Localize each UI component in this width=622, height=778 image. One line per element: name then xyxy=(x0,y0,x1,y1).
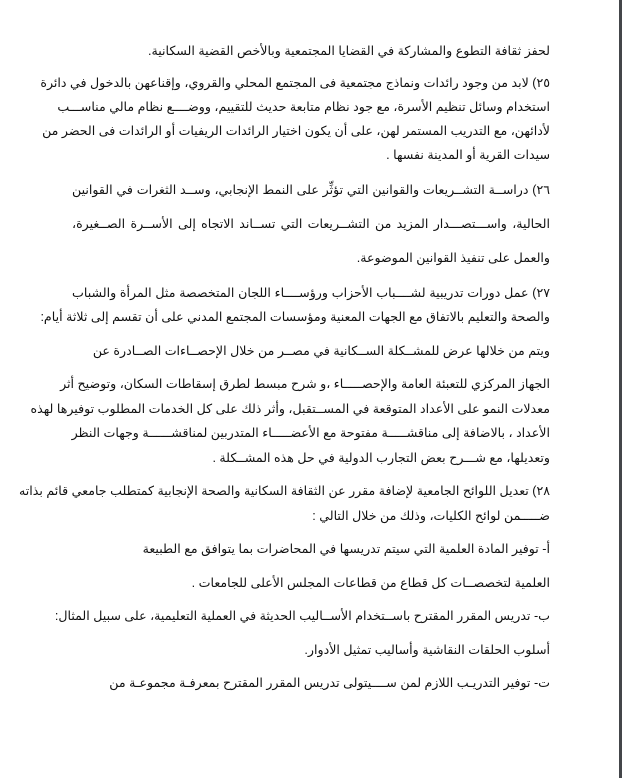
item-25-line: سيدات القرية أو المدينة نفسها . xyxy=(386,148,550,162)
item-26-line: ٢٦) دراســة التشــريعات والقوانين التي تؤثِّر على النمط الإنجابي، وســد الثغرات في القوانين xyxy=(72,183,550,197)
item-25-line: استخدام وسائل تنظيم الأسرة، مع جود نظام متابعة حديث للتقييم، ووضــــع نظام مالي مناســـب xyxy=(57,100,550,114)
item-27-line: ويتم من خلالها عرض للمشــكلة الســكانية في مصــر من خلال الإحصــاءات الصــادرة عن xyxy=(92,344,550,358)
sub-item-t-line: ت- توفير التدريـب اللازم لمن ســــيتولى تدريس المقرر المقترح بمعرفـة مجموعـة من xyxy=(109,676,550,690)
item-28-line: ضـــــمن لوائح الكليات، وذلك من خلال التالي : xyxy=(312,509,550,523)
item-27-line: الجهاز المركزي للتعبئة العامة والإحصـــــاء ،و شرح مبسط لطرق إسقاطات السكان، وتوضيح أثر xyxy=(60,377,550,391)
sub-item-a-line: أ- توفير المادة العلمية التي سيتم تدريسها في المحاضرات بما يتوافق مع الطبيعة xyxy=(142,542,550,556)
paragraph-line: لحفز ثقافة التطوع والمشاركة في القضايا المجتمعية وبالأخص القضية السكانية. xyxy=(147,44,550,58)
sub-item-b-line: ب- تدريس المقرر المقترح باســتخدام الأســاليب الحديثة في العملية التعليمية، على سبيل المثال: xyxy=(54,609,550,623)
sub-item-a-line: العلمية لتخصصــات كل قطاع من قطاعات المجلس الأعلى للجامعات . xyxy=(191,576,550,590)
item-26-line: الحالية، واســـتصـــدار المزيد من التشــريعات التي تســاند الاتجاه إلى الأســرة الصــغيرة، xyxy=(72,217,550,231)
item-27-line: والصحة والتعليم بالاتفاق مع الجهات المعنية ومؤسسات المجتمع المدني على أن تقسم إلى ثلاثة أيام: xyxy=(40,310,550,324)
item-28-line: ٢٨) تعديل اللوائح الجامعية لإضافة مقرر عن الثقافة السكانية والصحة الإنجابية كمتطلب جامعي قائم بذاته xyxy=(19,484,550,498)
item-27-line: ٢٧) عمل دورات تدريبية لشــــباب الأحزاب ورؤســــاء اللجان المتخصصة مثل المرأة والشباب xyxy=(72,286,550,300)
item-25-line: لأدائهن، مع التدريب المستمر لهن، على أن يكون اختيار الرائدات الريفيات أو الرائدات فى الحضر من xyxy=(42,124,550,138)
item-26-line: والعمل على تنفيذ القوانين الموضوعة. xyxy=(356,251,550,265)
item-27-line: معدلات النمو على الأعداد المتوقعة في المســتقبل، وأثر ذلك على كل الخدمات المطلوب توفيرها لهذه xyxy=(30,402,550,416)
item-25-line: ٢٥) لابد من وجود رائدات ونماذج مجتمعية فى المجتمع المحلي والقروي، وإقناعهن بالدخول في دائرة xyxy=(40,76,550,90)
item-27-line: الأعداد ، بالاضافة إلى مناقشـــــة مفتوحة مع الأعضـــــاء المتدربين لمناقشــــــة وجهات النظر xyxy=(71,426,550,440)
item-27-line: وتعديلها، مع شـــرح بعض التجارب الدولية في حل هذه المشــكلة . xyxy=(212,451,550,465)
sub-item-b-line: أسلوب الحلقات النقاشية وأساليب تمثيل الأدوار. xyxy=(304,643,550,657)
